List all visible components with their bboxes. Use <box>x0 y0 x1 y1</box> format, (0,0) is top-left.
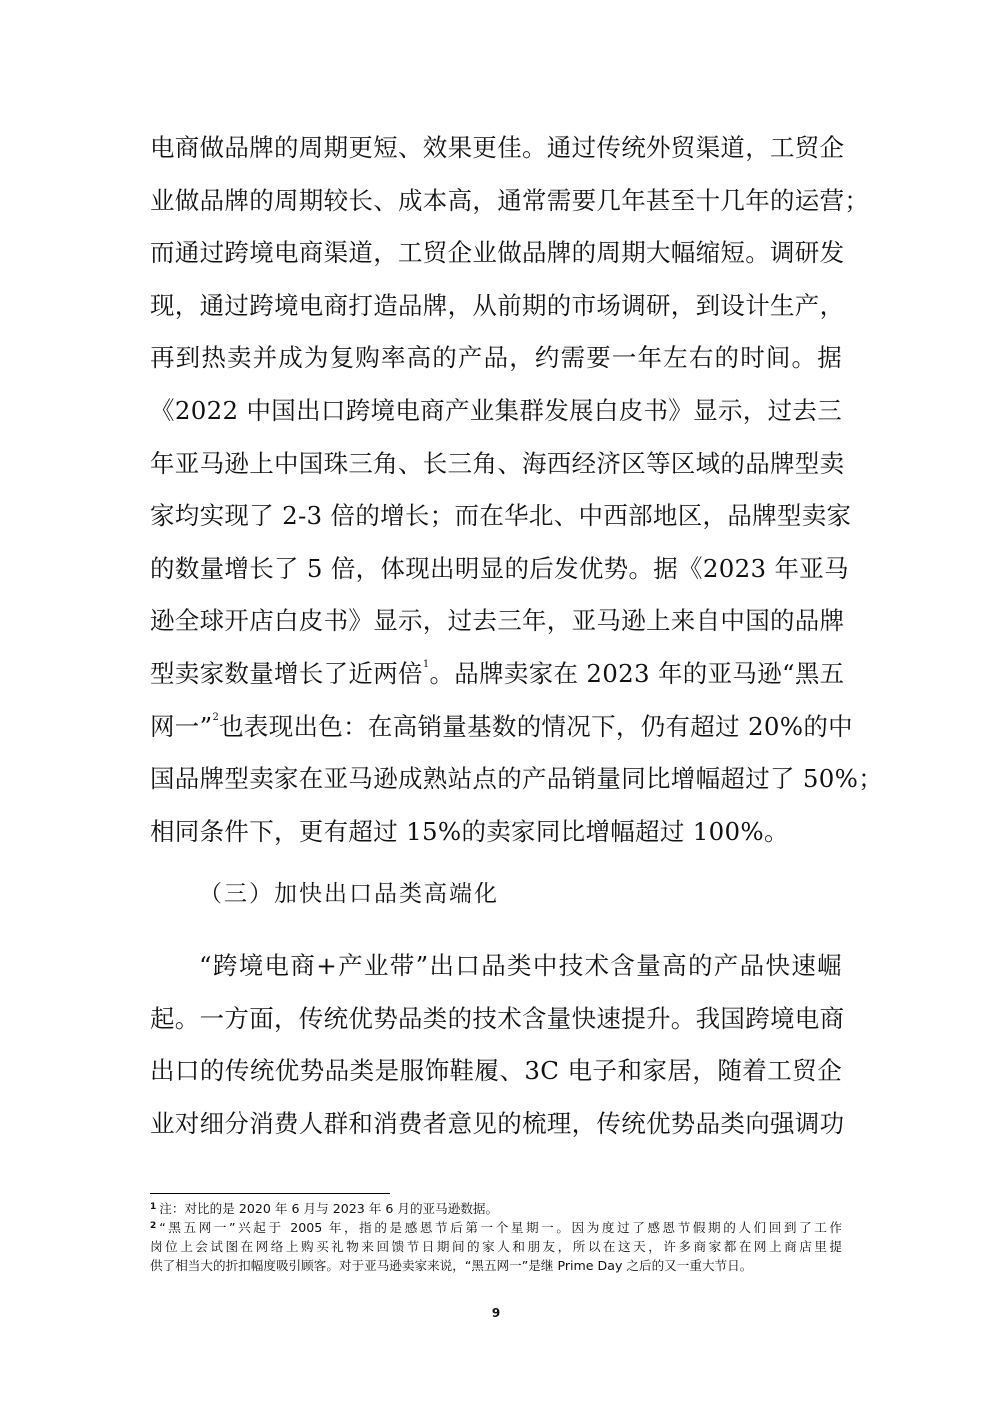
text-line: 业做品牌的周期较长、成本高，通常需要几年甚至十几年的运营； <box>150 185 870 215</box>
text-line: 出口的传统优势品类是服饰鞋履、3C 电子和家居，随着工贸企 <box>150 1056 842 1086</box>
text-line: 电商做品牌的周期更短、效果更佳。通过传统外贸渠道，工贸企 <box>150 133 845 162</box>
footnote-2-line: 供了相当大的折扣幅度吸引顾客。对于亚马逊卖家来说，“黑五网一”是继 Prime Day 之后的又一重大节日。 <box>150 1258 753 1273</box>
text-line: 《2022 中国出口跨境电商产业集群发展白皮书》显示，过去三 <box>150 395 842 425</box>
text-segment: 型卖家数量增长了近两倍 <box>150 658 423 688</box>
text-line: 相同条件下，更有超过 15%的卖家同比增幅超过 100%。 <box>150 816 789 846</box>
text-line: 国品牌型卖家在亚马逊成熟站点的产品销量同比增幅超过了 50%； <box>150 764 884 794</box>
text-line: 起。一方面，传统优势品类的技术含量快速提升。我国跨境电商 <box>150 1003 845 1033</box>
text-segment: 网一” <box>150 711 213 741</box>
text-segment: 也表现出色：在高销量基数的情况下，仍有超过 20%的中 <box>219 711 853 741</box>
text-line: 家均实现了 2-3 倍的增长；而在华北、中西部地区，品牌型卖家 <box>150 501 852 531</box>
footnote-2-line: 岗位上会试图在网络上购买礼物来回馈节日期间的家人和朋友，所以在这天，许多商家都在网上商店里提 <box>150 1239 842 1254</box>
text-line: 逊全球开店白皮书》显示，过去三年，亚马逊上来自中国的品牌 <box>150 606 845 636</box>
paragraph-1 <box>150 122 884 858</box>
page-number: 9 <box>491 1306 501 1320</box>
section-heading: （三）加快出口品类高端化 <box>199 881 499 907</box>
footnote-ref-1[interactable]: 1 <box>422 658 430 670</box>
text-line: 现，通过跨境电商打造品牌，从前期的市场调研，到设计生产， <box>150 290 845 320</box>
text-segment: 。品牌卖家在 2023 年的亚马逊“黑五 <box>429 658 845 688</box>
footnote-2 <box>150 1218 842 1237</box>
text-line: 再到热卖并成为复购率高的产品，约需要一年左右的时间。据 <box>150 343 842 373</box>
text-line: 业对细分消费人群和消费者意见的梳理，传统优势品类向强调功 <box>150 1108 845 1138</box>
text-line: 而通过跨境电商渠道，工贸企业做品牌的周期大幅缩短。调研发 <box>150 238 845 268</box>
footnote-1 <box>150 1199 842 1218</box>
footnote-text: “黑五网一”兴起于 2005 年，指的是感恩节后第一个星期一。因为度过了感恩节假期的人们回到了工作 <box>159 1220 842 1235</box>
text-line: 年亚马逊上中国珠三角、长三角、海西经济区等区域的品牌型卖 <box>150 448 845 478</box>
paragraph-2 <box>150 940 845 1150</box>
footnote-separator <box>150 1193 390 1194</box>
footnote-mark: 2 <box>150 1221 157 1231</box>
text-line-with-footnote-2 <box>150 701 853 754</box>
footnote-mark: 1 <box>150 1202 157 1212</box>
footnote-text: 注：对比的是 2020 年 6 月与 2023 年 6 月的亚马逊数据。 <box>159 1201 499 1216</box>
footnotes <box>150 1199 842 1275</box>
text-line: 的数量增长了 5 倍，体现出明显的后发优势。据《2023 年亚马 <box>150 553 849 583</box>
footnote-ref-2[interactable]: 2 <box>212 711 220 723</box>
text-line-with-footnote-1 <box>150 648 845 701</box>
text-line: “跨境电商+产业带”出口品类中技术含量高的产品快速崛 <box>199 951 842 980</box>
